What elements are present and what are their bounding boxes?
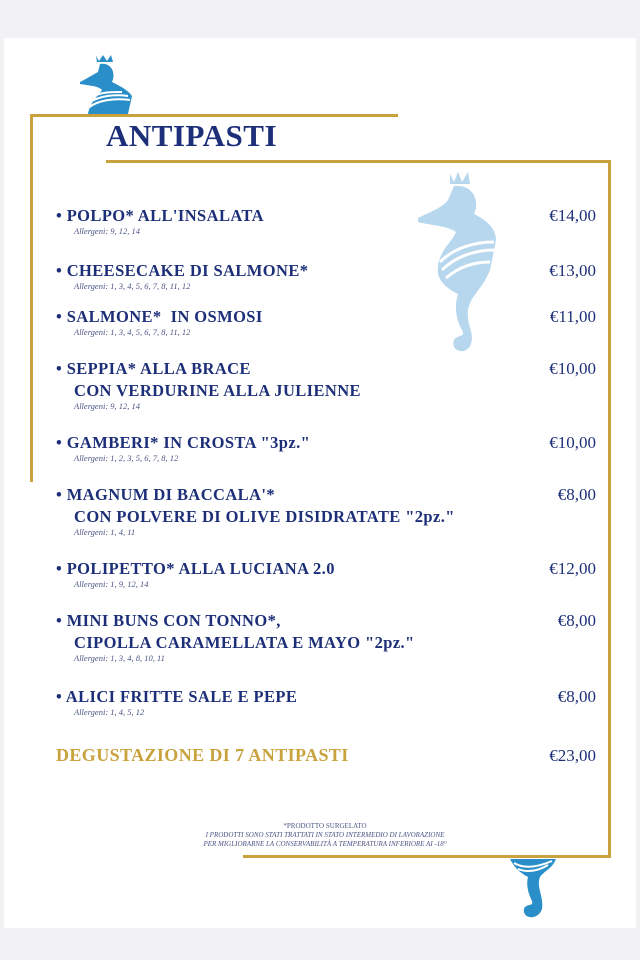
menu-item — [56, 484, 596, 537]
note-line: I PRODOTTI SONO STATI TRATTATI IN STATO INTERMEDIO DI LAVORAZIONE — [205, 831, 445, 839]
menu-item-allergens: Allergeni: 1, 3, 4, 5, 6, 7, 8, 11, 12 — [74, 327, 191, 337]
tasting-menu-label: DEGUSTAZIONE DI 7 ANTIPASTI — [56, 745, 349, 765]
tasting-menu-row — [56, 745, 596, 766]
menu-item-name: • CHEESECAKE DI SALMONE* — [56, 261, 309, 280]
menu-item-price: €10,00 — [549, 433, 596, 452]
menu-item-name: • SEPPIA* ALLA BRACE — [56, 359, 251, 378]
menu-item-allergens: Allergeni: 1, 3, 4, 5, 6, 7, 8, 11, 12 — [74, 281, 191, 291]
menu-item-name-line2: CON VERDURINE ALLA JULIENNE — [74, 381, 361, 400]
menu-item-name-line2: CIPOLLA CARAMELLATA E MAYO "2pz." — [74, 633, 415, 652]
note-line: PER MIGLIORARNE LA CONSERVABILITÀ A TEMPERATURA INFERIORE AI -18° — [203, 840, 447, 848]
menu-item-allergens: Allergeni: 1, 9, 12, 14 — [74, 579, 149, 589]
menu-item — [56, 260, 596, 291]
menu-page — [4, 38, 636, 928]
menu-item-allergens: Allergeni: 1, 3, 4, 8, 10, 11 — [74, 653, 165, 663]
menu-item-name: • MINI BUNS CON TONNO*, — [56, 611, 281, 630]
menu-item-price: €13,00 — [549, 261, 596, 280]
menu-item-allergens: Allergeni: 1, 4, 11 — [74, 527, 136, 537]
menu-item — [56, 205, 596, 236]
menu-item-name: • SALMONE* IN OSMOSI — [56, 307, 263, 326]
seahorse-tail-icon — [508, 857, 558, 922]
menu-item-price: €8,00 — [557, 687, 596, 706]
menu-item-name: • POLPO* ALL'INSALATA — [56, 206, 264, 225]
menu-item — [56, 558, 596, 589]
menu-item — [56, 432, 596, 463]
tasting-menu-price: €23,00 — [549, 746, 596, 765]
frame-line-left — [30, 114, 33, 482]
menu-item-price: €14,00 — [549, 206, 596, 225]
menu-item-allergens: Allergeni: 9, 12, 14 — [74, 401, 141, 411]
section-title: ANTIPASTI — [106, 118, 278, 153]
menu-item — [56, 306, 596, 337]
frame-line-title-under — [106, 160, 611, 163]
menu-item-price: €11,00 — [549, 307, 596, 326]
menu-item-name: • MAGNUM DI BACCALA'* — [56, 485, 276, 504]
menu-item-allergens: Allergeni: 1, 4, 5, 12 — [74, 707, 145, 717]
menu-item-price: €12,00 — [549, 559, 596, 578]
frame-line-right — [608, 160, 611, 858]
menu-item-name: • POLIPETTO* ALLA LUCIANA 2.0 — [56, 559, 335, 578]
menu-item-name: • ALICI FRITTE SALE E PEPE — [56, 687, 298, 706]
menu-item-name-line2: CON POLVERE DI OLIVE DISIDRATATE "2pz." — [74, 507, 455, 526]
menu-item — [56, 610, 596, 663]
note-line: *PRODOTTO SURGELATO — [283, 822, 367, 830]
menu-item-allergens: Allergeni: 9, 12, 14 — [74, 226, 141, 236]
menu-item-price: €10,00 — [549, 359, 596, 378]
menu-item-price: €8,00 — [557, 611, 596, 630]
seahorse-logo-icon — [76, 52, 136, 116]
menu-item — [56, 358, 596, 411]
frozen-product-note — [160, 822, 490, 849]
menu-item-allergens: Allergeni: 1, 2, 3, 5, 6, 7, 8, 12 — [74, 453, 179, 463]
menu-item — [56, 686, 596, 717]
menu-item-name: • GAMBERI* IN CROSTA "3pz." — [56, 433, 311, 452]
menu-item-price: €8,00 — [557, 485, 596, 504]
